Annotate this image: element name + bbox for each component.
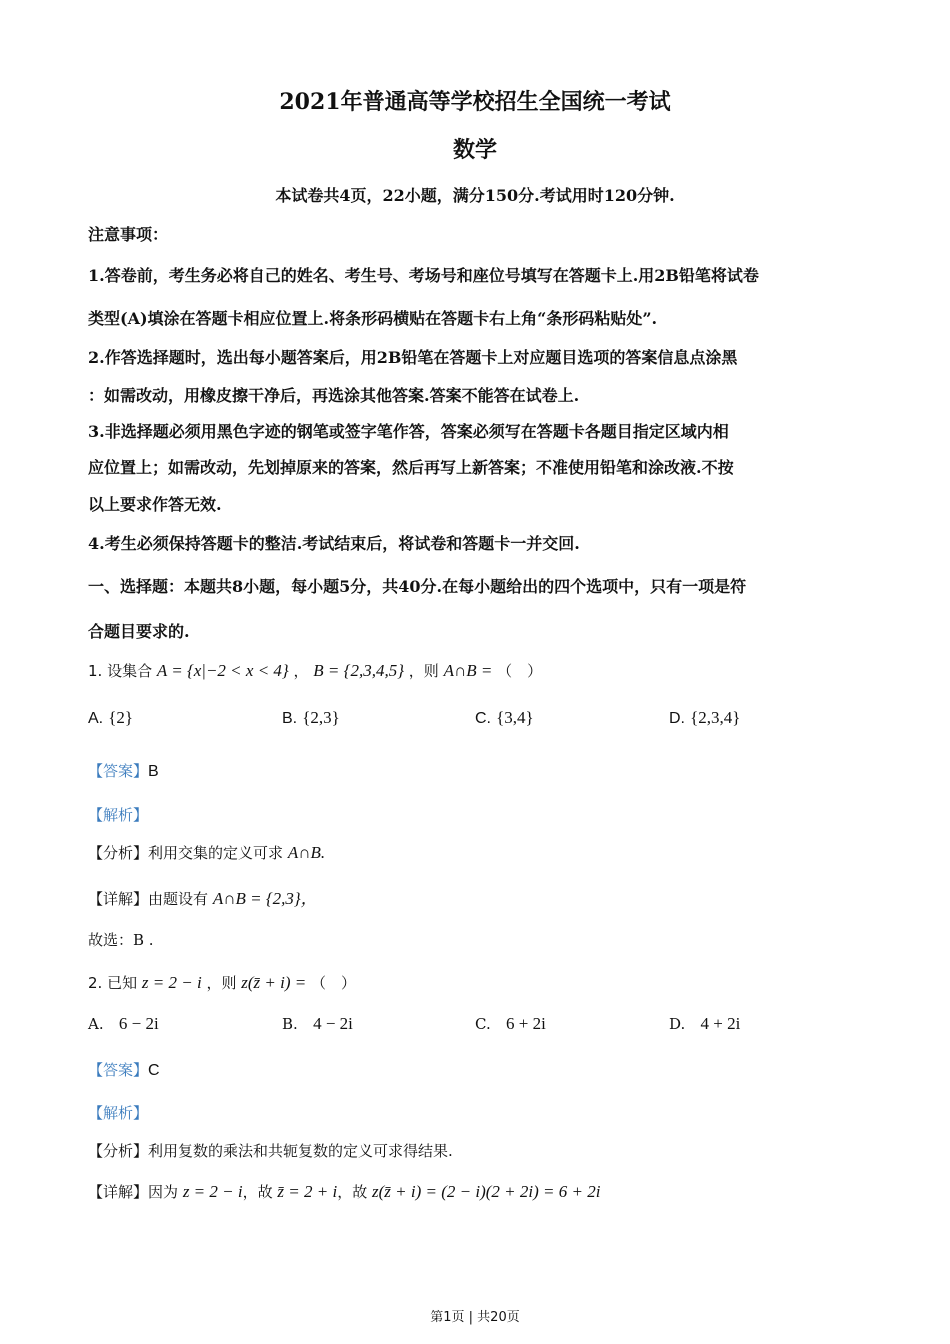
notice-item-3c: 以上要求作答无效. [88,495,222,514]
notice-item-3b: 应位置上；如需改动，先划掉原来的答案，然后再写上新答案；不准使用铅笔和涂改液.不按 [88,458,734,477]
notice-item-1a: 1.答卷前，考生务必将自己的姓名、考生号、考场号和座位号填写在答题卡上.用2B铅笔将试卷 [88,266,759,285]
notice-item-2b: ：如需改动，用橡皮擦干净后，再选涂其他答案.答案不能答在试卷上. [88,386,580,405]
exam-title: 2021年普通高等学校招生全国统一考试 [279,89,671,115]
subject-title: 数学 [452,137,497,163]
q2-analysis-tag: 【解析】 [88,1104,149,1122]
question-number: 1. [88,662,103,680]
q1-analysis-tag: 【解析】 [88,806,149,824]
q1-detail: 【详解】由题设有 A∩B = {2,3}， [88,889,318,908]
q1-option-c: C. {3,4} [475,708,534,727]
notice-item-4: 4.考生必须保持答题卡的整洁.考试结束后，将试卷和答题卡一并交回. [88,534,580,553]
notice-heading: 注意事项： [88,225,169,244]
question-number: 2. [88,974,103,992]
q1-fenxi: 【分析】利用交集的定义可求 A∩B. [88,843,326,862]
page-footer: 第1页 | 共20页 [430,1310,520,1325]
set-b: B = {2,3,4,5} [313,661,404,680]
q1-option-a: A. {2} [88,708,134,727]
q2-fenxi: 【分析】利用复数的乘法和共轭复数的定义可求得结果. [88,1142,453,1160]
q1-option-d: D. {2,3,4} [669,708,741,727]
notice-item-3a: 3.非选择题必须用黑色字迹的钢笔或签字笔作答，答案必须写在答题卡各题目指定区域内相 [88,422,729,441]
q1-answer: 【答案】B [88,762,159,780]
section-heading-line2: 合题目要求的. [88,622,190,641]
q2-detail: 【详解】因为 z = 2 − i，故 z̄ = 2 + i，故 z(z̄ + i) = (2 − i)(2 + 2i) = 6 + 2i [88,1182,601,1201]
q2-option-c: C. 6 + 2i [475,1014,546,1033]
answer-value: C [148,1062,160,1079]
notice-item-1b: 类型(A)填涂在答题卡相应位置上.将条形码横贴在答题卡右上角“条形码粘贴处”. [88,309,658,328]
q2-option-b: B. 4 − 2i [282,1014,353,1033]
q1-option-b: B. {2,3} [282,708,340,727]
q2-answer: 【答案】C [88,1061,160,1079]
exam-info: 本试卷共4页，22小题，满分150分.考试用时120分钟. [275,186,675,205]
notice-item-2a: 2.作答选择题时，选出每小题答案后，用2B铅笔在答题卡上对应题目选项的答案信息点涂黑 [88,348,738,367]
q2-option-d: D. 4 + 2i [669,1014,741,1033]
answer-value: B [148,763,159,780]
set-a: A = {x|−2 < x < 4} [156,661,289,680]
q1-conclusion: 故选：B . [88,931,154,949]
question-expr: A∩B = [443,661,493,680]
section-heading-line1: 一、选择题：本题共8小题，每小题5分，共40分.在每小题给出的四个选项中，只有一项是符 [88,577,747,596]
q2-option-a: A. 6 − 2i [88,1014,159,1033]
question-2-stem: 2. 已知 z = 2 − i ，则 z(z̄ + i) = （ ） [88,973,357,992]
question-1-stem: 1. 设集合 A = {x|−2 < x < 4} ， B = {2,3,4,5} ，则 A∩B = （ ） [88,661,543,680]
